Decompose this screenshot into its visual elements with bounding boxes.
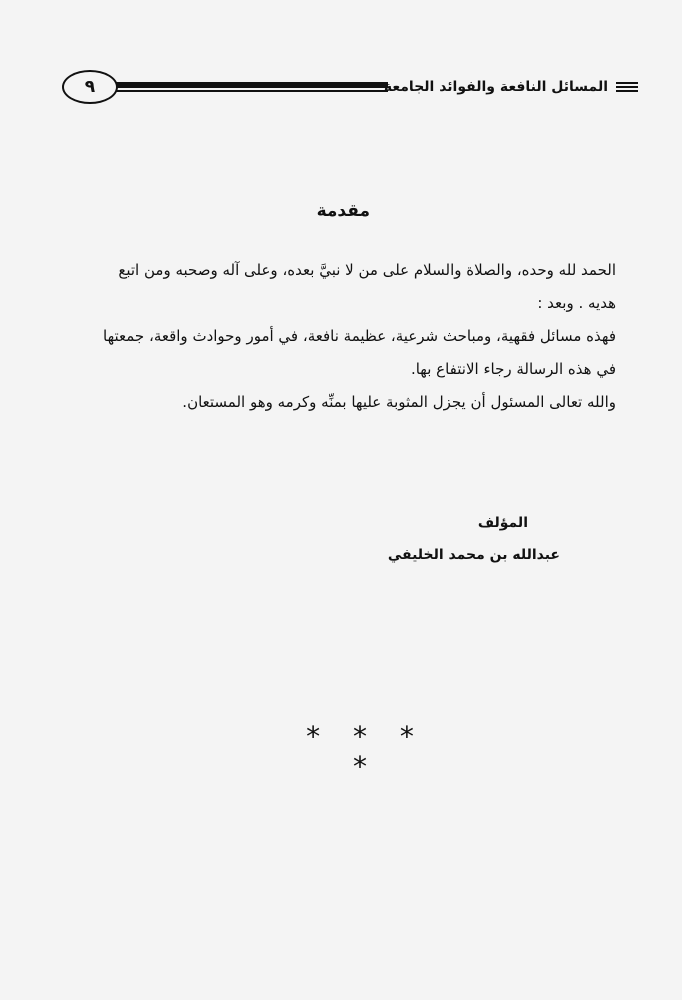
page-number: ٩ xyxy=(84,77,96,97)
header-rule-thick xyxy=(102,82,388,88)
author-block xyxy=(330,508,560,572)
paragraph: الحمد لله وحده، والصلاة والسلام على من لا نبيَّ بعده، وعلى آله وصحبه ومن اتبع هديه . وبعد : xyxy=(118,261,616,312)
page-number-badge xyxy=(62,70,118,104)
section-separator: * * * * xyxy=(306,720,426,783)
header-rule-thin xyxy=(102,90,388,92)
running-title: المسائل النافعة والفوائد الجامعة xyxy=(383,79,608,95)
section-title: مقدمة xyxy=(316,201,370,221)
header-rule xyxy=(102,80,388,94)
header-end-rule xyxy=(616,80,638,94)
body-text xyxy=(98,254,638,419)
page-header xyxy=(62,68,638,108)
author-label: المؤلف xyxy=(477,515,528,531)
paragraph: والله تعالى المسئول أن يجزل المثوبة عليها بمنِّه وكرمه وهو المستعان. xyxy=(182,393,616,411)
author-name: عبدالله بن محمد الخليفي xyxy=(387,547,560,563)
paragraph: فهذه مسائل فقهية، ومباحث شرعية، عظيمة نافعة، في أمور وحوادث واقعة، جمعتها في هذه الرسالة رجاء الانتفاع بها. xyxy=(103,327,616,378)
